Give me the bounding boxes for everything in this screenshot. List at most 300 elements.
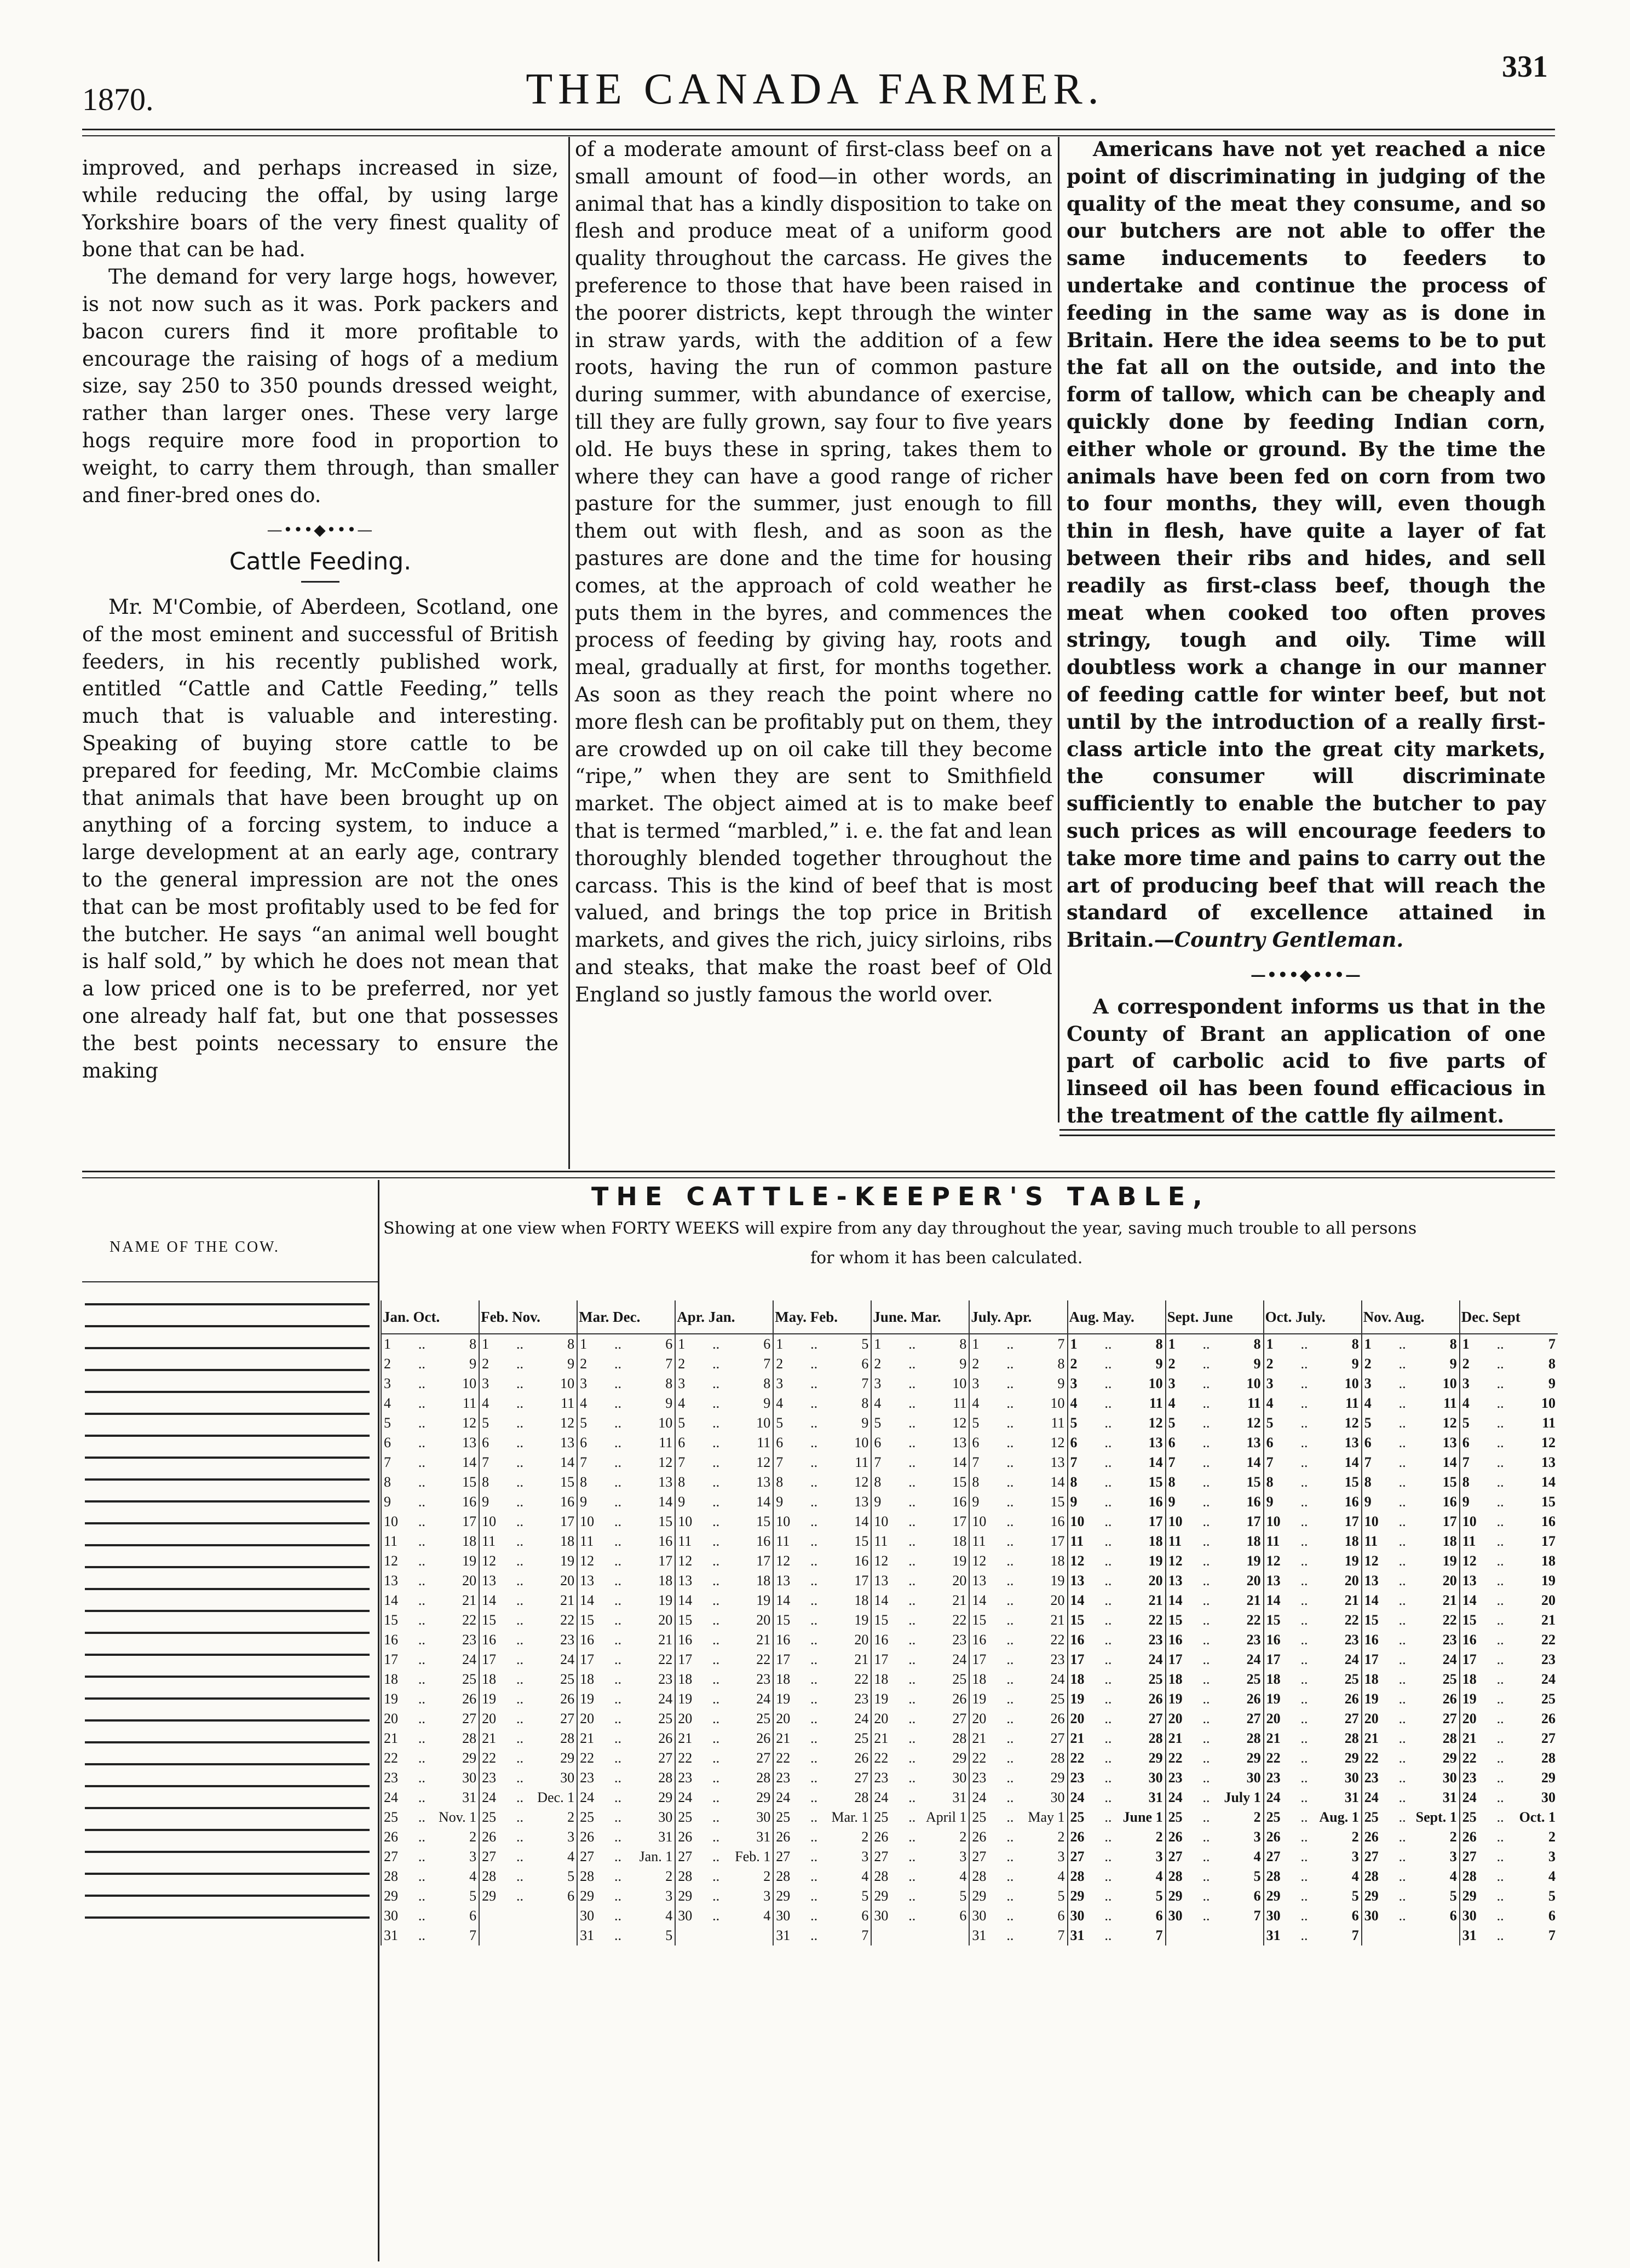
day-cell: 8 bbox=[969, 1472, 1003, 1492]
table-subtitle: Showing at one view when FORTY WEEKS will expire from any day throughout the year, saving much trouble to all persons bbox=[383, 1219, 1417, 1238]
expiry-cell: 25 bbox=[1541, 1691, 1556, 1707]
expiry-cell: 26 bbox=[952, 1691, 967, 1707]
table-row bbox=[381, 1492, 1558, 1512]
expiry-cell: 30 bbox=[658, 1809, 673, 1825]
expiry-cell: 9 bbox=[1057, 1375, 1065, 1391]
dots-cell: .. bbox=[810, 1908, 818, 1924]
day-cell: 3 bbox=[969, 1374, 1003, 1394]
expiry-cell: Sept. 1 bbox=[1415, 1809, 1457, 1825]
day-cell: 7 bbox=[1362, 1453, 1395, 1472]
month-from: Oct. bbox=[1265, 1308, 1292, 1325]
dots-cell: .. bbox=[1300, 1336, 1308, 1352]
dots-cell: .. bbox=[908, 1415, 916, 1431]
expiry-cell: 8 bbox=[959, 1336, 967, 1352]
expiry-cell: 30 bbox=[1442, 1770, 1457, 1786]
dots-cell: .. bbox=[1398, 1671, 1406, 1687]
dots-cell: .. bbox=[1104, 1356, 1112, 1372]
day-cell: 26 bbox=[675, 1827, 709, 1847]
expiry-cell: 24 bbox=[1344, 1651, 1359, 1667]
expiry-cell: 3 bbox=[763, 1888, 771, 1904]
dots-cell: .. bbox=[1202, 1592, 1210, 1608]
day-cell: 12 bbox=[871, 1551, 905, 1571]
expiry-cell: 17 bbox=[658, 1553, 673, 1569]
dots-cell: .. bbox=[1202, 1474, 1210, 1490]
day-cell: 9 bbox=[773, 1492, 807, 1512]
dots-cell: .. bbox=[810, 1691, 818, 1707]
dots-cell: .. bbox=[712, 1868, 720, 1884]
day-cell: 11 bbox=[1460, 1532, 1493, 1551]
day-cell: 16 bbox=[675, 1630, 709, 1650]
expiry-cell: 5 bbox=[469, 1888, 477, 1904]
day-cell: 11 bbox=[871, 1532, 905, 1551]
expiry-cell: 21 bbox=[1148, 1592, 1163, 1608]
dots-cell: .. bbox=[810, 1553, 818, 1569]
expiry-cell: 28 bbox=[1246, 1730, 1261, 1746]
dots-cell: .. bbox=[418, 1770, 425, 1786]
table-subtitle: for whom it has been calculated. bbox=[810, 1248, 1083, 1268]
expiry-cell: 20 bbox=[1246, 1573, 1261, 1588]
dots-cell: .. bbox=[908, 1553, 916, 1569]
dots-cell: .. bbox=[712, 1454, 720, 1470]
month-to: Aug. bbox=[1394, 1308, 1425, 1325]
dots-cell: .. bbox=[1496, 1691, 1504, 1707]
day-cell: 25 bbox=[871, 1808, 905, 1827]
name-line bbox=[85, 1916, 370, 1919]
dots-cell: .. bbox=[908, 1573, 916, 1588]
expiry-cell: 15 bbox=[462, 1474, 477, 1490]
expiry-cell: 30 bbox=[1541, 1789, 1556, 1805]
day-cell: 14 bbox=[1362, 1591, 1395, 1610]
table-month-header bbox=[871, 1300, 969, 1334]
header-year: 1870. bbox=[82, 82, 154, 117]
expiry-cell: 18 bbox=[1246, 1533, 1261, 1549]
expiry-cell: 17 bbox=[462, 1513, 477, 1529]
expiry-cell: 8 bbox=[861, 1395, 869, 1411]
dots-cell: .. bbox=[1006, 1533, 1014, 1549]
month-to: Mar. bbox=[911, 1308, 941, 1325]
expiry-cell: 25 bbox=[854, 1730, 869, 1746]
month-from: Mar. bbox=[579, 1308, 609, 1325]
dots-cell: .. bbox=[712, 1435, 720, 1450]
expiry-cell: 16 bbox=[854, 1553, 869, 1569]
day-cell: 9 bbox=[969, 1492, 1003, 1512]
expiry-cell: 4 bbox=[1155, 1868, 1163, 1884]
expiry-cell: 7 bbox=[861, 1375, 869, 1391]
dots-cell: .. bbox=[1300, 1849, 1308, 1864]
expiry-cell: 2 bbox=[1253, 1809, 1261, 1825]
day-cell: 29 bbox=[1362, 1886, 1395, 1906]
day-cell: 17 bbox=[1166, 1650, 1199, 1670]
expiry-cell: 21 bbox=[1344, 1592, 1359, 1608]
month-from: July. bbox=[971, 1308, 1001, 1325]
day-cell: 11 bbox=[1362, 1532, 1395, 1551]
expiry-cell: 9 bbox=[861, 1415, 869, 1431]
expiry-cell: 24 bbox=[756, 1691, 771, 1707]
day-cell: 5 bbox=[479, 1413, 512, 1433]
day-cell: 12 bbox=[1166, 1551, 1199, 1571]
name-line bbox=[85, 1369, 370, 1371]
expiry-cell: 5 bbox=[1449, 1888, 1457, 1904]
day-cell: 21 bbox=[381, 1729, 414, 1748]
dots-cell: .. bbox=[712, 1513, 720, 1529]
day-cell: 3 bbox=[1068, 1374, 1101, 1394]
day-cell: 28 bbox=[969, 1867, 1003, 1886]
table-month-header bbox=[1068, 1300, 1166, 1334]
day-cell: 17 bbox=[969, 1650, 1003, 1670]
dots-cell: .. bbox=[908, 1474, 916, 1490]
expiry-cell: 25 bbox=[1148, 1671, 1163, 1687]
expiry-cell: 5 bbox=[1253, 1868, 1261, 1884]
table-row bbox=[381, 1413, 1558, 1433]
day-cell: 22 bbox=[577, 1748, 610, 1768]
table-month-header bbox=[1166, 1300, 1264, 1334]
day-cell: 22 bbox=[1362, 1748, 1395, 1768]
dots-cell: .. bbox=[1398, 1829, 1406, 1845]
dots-cell: .. bbox=[614, 1888, 622, 1904]
expiry-cell: 6 bbox=[1057, 1908, 1065, 1924]
table-row bbox=[381, 1808, 1558, 1827]
dots-cell: .. bbox=[1398, 1435, 1406, 1450]
dots-cell: .. bbox=[418, 1336, 425, 1352]
dots-cell: .. bbox=[1202, 1691, 1210, 1707]
day-cell: 31 bbox=[773, 1926, 807, 1945]
dots-cell: .. bbox=[1398, 1730, 1406, 1746]
expiry-cell: 29 bbox=[952, 1750, 967, 1766]
expiry-cell: 11 bbox=[1051, 1415, 1065, 1431]
table-left-border bbox=[378, 1180, 379, 2261]
dots-cell: .. bbox=[810, 1750, 818, 1766]
expiry-cell: 6 bbox=[1548, 1908, 1556, 1924]
expiry-cell: 4 bbox=[1351, 1868, 1359, 1884]
expiry-cell: 15 bbox=[560, 1474, 575, 1490]
dots-cell: .. bbox=[908, 1375, 916, 1391]
dots-cell: .. bbox=[1300, 1435, 1308, 1450]
day-cell: 23 bbox=[1068, 1768, 1101, 1788]
day-cell: 28 bbox=[1166, 1867, 1199, 1886]
expiry-cell: 28 bbox=[1442, 1730, 1457, 1746]
dots-cell: .. bbox=[1006, 1651, 1014, 1667]
dots-cell: .. bbox=[418, 1573, 425, 1588]
dots-cell: .. bbox=[1202, 1375, 1210, 1391]
dots-cell: .. bbox=[1202, 1750, 1210, 1766]
day-cell: 29 bbox=[479, 1886, 512, 1906]
expiry-cell: 14 bbox=[1442, 1454, 1457, 1470]
dots-cell: .. bbox=[1104, 1829, 1112, 1845]
day-cell: 15 bbox=[1166, 1610, 1199, 1630]
expiry-cell: 22 bbox=[1050, 1632, 1065, 1648]
dots-cell: .. bbox=[1496, 1573, 1504, 1588]
day-cell: 29 bbox=[577, 1886, 610, 1906]
dots-cell: .. bbox=[1496, 1356, 1504, 1372]
day-cell: 19 bbox=[773, 1689, 807, 1709]
day-cell: 3 bbox=[675, 1374, 709, 1394]
dots-cell: .. bbox=[1398, 1415, 1406, 1431]
day-cell: 15 bbox=[1264, 1610, 1297, 1630]
day-cell: 13 bbox=[381, 1571, 414, 1591]
table-row bbox=[381, 1689, 1558, 1709]
dots-cell: .. bbox=[1496, 1809, 1504, 1825]
expiry-cell: 26 bbox=[560, 1691, 575, 1707]
day-cell: 24 bbox=[871, 1788, 905, 1808]
dots-cell: .. bbox=[712, 1908, 720, 1924]
day-cell: 21 bbox=[1460, 1729, 1493, 1748]
day-cell: 30 bbox=[1068, 1906, 1101, 1926]
day-cell: 9 bbox=[1362, 1492, 1395, 1512]
expiry-cell: 3 bbox=[1155, 1849, 1163, 1864]
dots-cell: .. bbox=[1006, 1395, 1014, 1411]
dots-cell: .. bbox=[810, 1730, 818, 1746]
dots-cell: .. bbox=[712, 1356, 720, 1372]
dots-cell: .. bbox=[712, 1651, 720, 1667]
dots-cell: .. bbox=[908, 1395, 916, 1411]
dots-cell: .. bbox=[1300, 1375, 1308, 1391]
expiry-cell: 15 bbox=[854, 1533, 869, 1549]
expiry-cell: 28 bbox=[1344, 1730, 1359, 1746]
expiry-cell: 19 bbox=[952, 1553, 967, 1569]
dots-cell: .. bbox=[810, 1474, 818, 1490]
name-column-header: NAME OF THE COW. bbox=[110, 1239, 280, 1256]
expiry-cell: 21 bbox=[1541, 1612, 1556, 1628]
day-cell: 6 bbox=[1264, 1433, 1297, 1453]
dots-cell: .. bbox=[614, 1730, 622, 1746]
day-cell: 12 bbox=[479, 1551, 512, 1571]
expiry-cell: 9 bbox=[1155, 1356, 1163, 1372]
expiry-cell: 14 bbox=[1050, 1474, 1065, 1490]
month-to: May. bbox=[1103, 1308, 1134, 1325]
expiry-cell: 12 bbox=[854, 1474, 869, 1490]
expiry-cell: 3 bbox=[1351, 1849, 1359, 1864]
dots-cell: .. bbox=[418, 1789, 425, 1805]
expiry-cell: 13 bbox=[1246, 1435, 1261, 1450]
day-cell: 21 bbox=[577, 1729, 610, 1748]
dots-cell: .. bbox=[1202, 1849, 1210, 1864]
day-cell: 5 bbox=[577, 1413, 610, 1433]
day-cell: 17 bbox=[773, 1650, 807, 1670]
dots-cell: .. bbox=[1398, 1770, 1406, 1786]
month-to: Apr. bbox=[1004, 1308, 1032, 1325]
day-cell: 20 bbox=[773, 1709, 807, 1729]
table-top-rule-thin bbox=[82, 1177, 1555, 1178]
day-cell: 6 bbox=[675, 1433, 709, 1453]
day-cell: 1 bbox=[1460, 1334, 1493, 1354]
day-cell: 12 bbox=[1068, 1551, 1101, 1571]
day-cell: 19 bbox=[675, 1689, 709, 1709]
expiry-cell: 14 bbox=[1148, 1454, 1163, 1470]
dots-cell: .. bbox=[1300, 1711, 1308, 1726]
expiry-cell: 7 bbox=[861, 1927, 869, 1943]
dots-cell: .. bbox=[516, 1573, 523, 1588]
expiry-cell: 7 bbox=[665, 1356, 673, 1372]
expiry-cell: 3 bbox=[959, 1849, 967, 1864]
day-cell: 4 bbox=[1460, 1394, 1493, 1413]
day-cell: 26 bbox=[1362, 1827, 1395, 1847]
dots-cell: .. bbox=[614, 1651, 622, 1667]
day-cell: 19 bbox=[479, 1689, 512, 1709]
dots-cell: .. bbox=[614, 1513, 622, 1529]
expiry-cell: 13 bbox=[756, 1474, 771, 1490]
dots-cell: .. bbox=[614, 1533, 622, 1549]
day-cell: 14 bbox=[773, 1591, 807, 1610]
dots-cell bbox=[1395, 1926, 1410, 1945]
dots-cell: .. bbox=[418, 1632, 425, 1648]
dots-cell: .. bbox=[516, 1592, 523, 1608]
dots-cell: .. bbox=[1300, 1750, 1308, 1766]
day-cell: 13 bbox=[1362, 1571, 1395, 1591]
expiry-cell: 23 bbox=[560, 1632, 575, 1648]
dots-cell: .. bbox=[1006, 1553, 1014, 1569]
expiry-cell: 7 bbox=[1057, 1336, 1065, 1352]
month-from: Aug. bbox=[1069, 1308, 1099, 1325]
dots-cell: .. bbox=[1300, 1927, 1308, 1943]
expiry-cell: 5 bbox=[861, 1336, 869, 1352]
expiry-cell: 27 bbox=[952, 1711, 967, 1726]
day-cell: 16 bbox=[773, 1630, 807, 1650]
day-cell: 16 bbox=[871, 1630, 905, 1650]
day-cell: 26 bbox=[1068, 1827, 1101, 1847]
dots-cell: .. bbox=[516, 1651, 523, 1667]
table-row bbox=[381, 1610, 1558, 1630]
day-cell: 20 bbox=[381, 1709, 414, 1729]
day-cell: 28 bbox=[479, 1867, 512, 1886]
dots-cell: .. bbox=[1300, 1612, 1308, 1628]
expiry-cell: 30 bbox=[1148, 1770, 1163, 1786]
name-line bbox=[85, 1741, 370, 1743]
expiry-cell: 21 bbox=[658, 1632, 673, 1648]
dots-cell: .. bbox=[516, 1553, 523, 1569]
dots-cell: .. bbox=[1496, 1612, 1504, 1628]
expiry-cell: 29 bbox=[1050, 1770, 1065, 1786]
day-cell: 21 bbox=[479, 1729, 512, 1748]
dots-cell: .. bbox=[810, 1375, 818, 1391]
day-cell: 12 bbox=[1264, 1551, 1297, 1571]
expiry-cell: 25 bbox=[462, 1671, 477, 1687]
day-cell: 27 bbox=[773, 1847, 807, 1867]
expiry-cell: 18 bbox=[952, 1533, 967, 1549]
dots-cell: .. bbox=[712, 1553, 720, 1569]
dots-cell: .. bbox=[1398, 1474, 1406, 1490]
day-cell: 23 bbox=[479, 1768, 512, 1788]
day-cell: 20 bbox=[577, 1709, 610, 1729]
month-to: Dec. bbox=[613, 1308, 641, 1325]
expiry-cell: 22 bbox=[462, 1612, 477, 1628]
expiry-cell: 28 bbox=[1541, 1750, 1556, 1766]
day-cell: 4 bbox=[773, 1394, 807, 1413]
day-cell: 5 bbox=[1166, 1413, 1199, 1433]
dots-cell: .. bbox=[810, 1927, 818, 1943]
dots-cell: .. bbox=[614, 1375, 622, 1391]
day-cell: 22 bbox=[1166, 1748, 1199, 1768]
day-cell: 19 bbox=[1264, 1689, 1297, 1709]
expiry-cell: 12 bbox=[560, 1415, 575, 1431]
expiry-cell: 29 bbox=[462, 1750, 477, 1766]
day-cell: 1 bbox=[577, 1334, 610, 1354]
day-cell: 29 bbox=[969, 1886, 1003, 1906]
name-line bbox=[85, 1785, 370, 1787]
dots-cell: .. bbox=[418, 1868, 425, 1884]
expiry-cell: 3 bbox=[1057, 1849, 1065, 1864]
expiry-cell: 17 bbox=[952, 1513, 967, 1529]
expiry-cell: 18 bbox=[1050, 1553, 1065, 1569]
dots-cell: .. bbox=[516, 1513, 523, 1529]
dots-cell: .. bbox=[1300, 1592, 1308, 1608]
dots-cell: .. bbox=[418, 1395, 425, 1411]
day-cell: 20 bbox=[1068, 1709, 1101, 1729]
dots-cell: .. bbox=[712, 1494, 720, 1510]
expiry-cell: 17 bbox=[1148, 1513, 1163, 1529]
expiry-cell: 14 bbox=[462, 1454, 477, 1470]
attribution: —Country Gentleman. bbox=[1154, 928, 1404, 952]
dots-cell: .. bbox=[1006, 1789, 1014, 1805]
day-cell: 10 bbox=[1166, 1512, 1199, 1532]
expiry-cell: 8 bbox=[469, 1336, 477, 1352]
dots-cell: .. bbox=[1398, 1375, 1406, 1391]
day-cell: 12 bbox=[773, 1551, 807, 1571]
day-cell: 5 bbox=[1264, 1413, 1297, 1433]
day-cell: 28 bbox=[675, 1867, 709, 1886]
dots-cell: .. bbox=[418, 1849, 425, 1864]
expiry-cell: 5 bbox=[1351, 1888, 1359, 1904]
day-cell: 24 bbox=[969, 1788, 1003, 1808]
day-cell: 2 bbox=[1460, 1354, 1493, 1374]
day-cell: 2 bbox=[577, 1354, 610, 1374]
dots-cell: .. bbox=[1006, 1356, 1014, 1372]
dots-cell: .. bbox=[1202, 1789, 1210, 1805]
dots-cell: .. bbox=[1300, 1474, 1308, 1490]
day-cell: 3 bbox=[773, 1374, 807, 1394]
day-cell: 25 bbox=[577, 1808, 610, 1827]
expiry-cell: 21 bbox=[854, 1651, 869, 1667]
expiry-cell: 15 bbox=[658, 1513, 673, 1529]
expiry-cell: 15 bbox=[952, 1474, 967, 1490]
day-cell: 23 bbox=[1264, 1768, 1297, 1788]
day-cell bbox=[1362, 1926, 1395, 1945]
day-cell: 19 bbox=[871, 1689, 905, 1709]
expiry-cell: 15 bbox=[1541, 1494, 1556, 1510]
day-cell: 19 bbox=[1068, 1689, 1101, 1709]
day-cell: 20 bbox=[675, 1709, 709, 1729]
day-cell: 10 bbox=[381, 1512, 414, 1532]
day-cell: 28 bbox=[577, 1867, 610, 1886]
expiry-cell: 28 bbox=[560, 1730, 575, 1746]
name-line bbox=[85, 1873, 370, 1875]
day-cell: 13 bbox=[675, 1571, 709, 1591]
name-line bbox=[85, 1347, 370, 1349]
expiry-cell: 8 bbox=[763, 1375, 771, 1391]
dots-cell: .. bbox=[614, 1592, 622, 1608]
dots-cell: .. bbox=[516, 1691, 523, 1707]
day-cell: 7 bbox=[1068, 1453, 1101, 1472]
day-cell: 7 bbox=[1264, 1453, 1297, 1472]
day-cell: 16 bbox=[479, 1630, 512, 1650]
expiry-cell: 29 bbox=[1442, 1750, 1457, 1766]
day-cell: 16 bbox=[969, 1630, 1003, 1650]
expiry-cell: 18 bbox=[462, 1533, 477, 1549]
day-cell: 23 bbox=[1166, 1768, 1199, 1788]
expiry-cell: 5 bbox=[1057, 1888, 1065, 1904]
expiry-cell: 22 bbox=[560, 1612, 575, 1628]
dots-cell: .. bbox=[418, 1415, 425, 1431]
expiry-cell: 8 bbox=[665, 1375, 673, 1391]
dots-cell: .. bbox=[614, 1750, 622, 1766]
day-cell: 7 bbox=[381, 1453, 414, 1472]
table-row bbox=[381, 1926, 1558, 1945]
day-cell: 25 bbox=[969, 1808, 1003, 1827]
dots-cell: .. bbox=[1006, 1770, 1014, 1786]
day-cell: 2 bbox=[1362, 1354, 1395, 1374]
day-cell: 4 bbox=[381, 1394, 414, 1413]
day-cell: 10 bbox=[1460, 1512, 1493, 1532]
dots-cell: .. bbox=[908, 1868, 916, 1884]
